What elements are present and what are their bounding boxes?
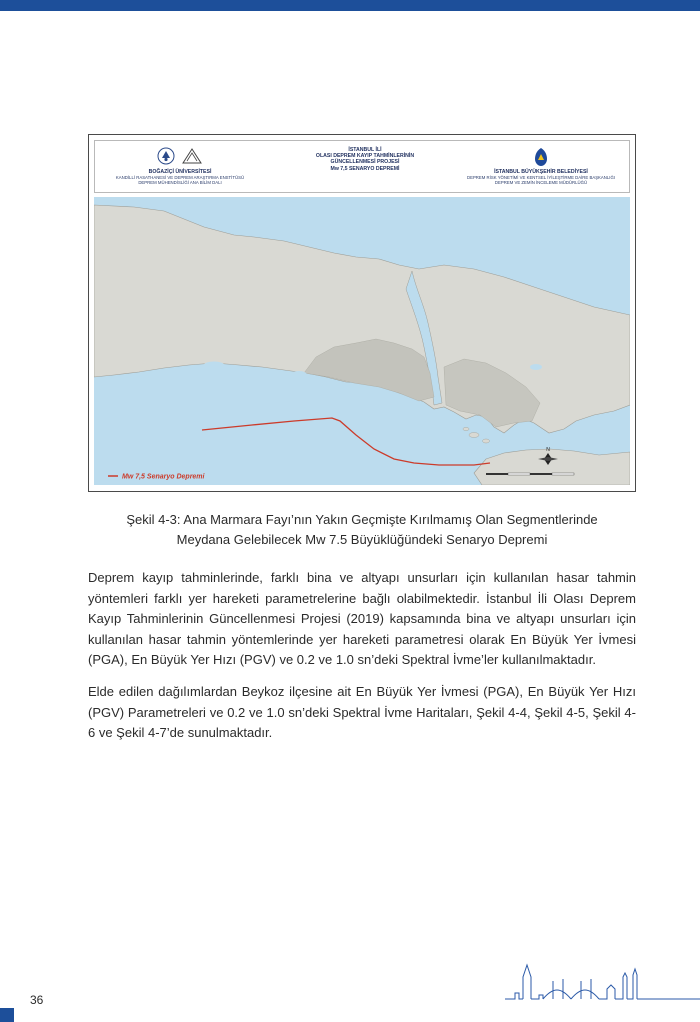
- body-paragraph-2: Elde edilen dağılımlardan Beykoz ilçesine ait En Büyük Yer İvmesi (PGA), En Büyük Yer Hızı (PGV) Parametreleri ve 0.2 ve 1.0 sn’deki Spektral İvme Haritaları, Şekil 4-4, Şekil 4-5, Şekil 4-6 ve Şekil 4-7’de sunulmaktadır.: [88, 684, 636, 740]
- header-right-line-1: İSTANBUL BÜYÜKŞEHİR BELEDİYESİ: [494, 169, 588, 175]
- header-left-line-3: DEPREM MÜHENDİSLİĞİ ANA BİLİM DALI: [138, 180, 222, 186]
- corner-accent: [0, 1008, 14, 1022]
- island-1: [469, 433, 479, 438]
- header-title-line-1: İSTANBUL İLİ: [348, 147, 382, 153]
- scale-bar: [486, 473, 574, 475]
- header-right-institution: [453, 147, 629, 185]
- body-paragraph-1: Deprem kayıp tahminlerinde, farklı bina ve altyapı unsurları için kullanılan hasar tahmin yöntemleri farklı yer hareketi parametrelerine bağlı olabilmektedir. İstanbul İli Olası Deprem Kayıp Tahminlerinin Güncellenmesi Projesi (2019) kapsamında bina ve altyapı unsurları için kullanılan hasar tahmin yöntemlerinde yer hareketi parametresi olarak En Büyük Yer İvmesi (PGA), En Büyük Yer Hızı (PGV) ve 0.2 ve 1.0 sn’deki Spektral İvme’ler kullanılmaktadır.: [88, 570, 636, 667]
- caption-line-2: Meydana Gelebilecek Mw 7.5 Büyüklüğündeki Senaryo Depremi: [176, 532, 548, 547]
- header-title-line-3: GÜNCELLENMESİ PROJESİ: [330, 159, 400, 166]
- header-center-title: [290, 147, 440, 172]
- map-canvas: [94, 197, 630, 485]
- lake-buyukcekmece: [204, 362, 224, 369]
- istanbul-skyline-icon: [505, 963, 700, 1008]
- caption-line-1: Şekil 4-3: Ana Marmara Fayı’nın Yakın Geçmişte Kırılmamış Olan Segmentlerinde: [126, 512, 598, 527]
- kandilli-logo-icon: [181, 147, 203, 165]
- island-3: [463, 427, 469, 430]
- bogazici-logo-icon: [157, 147, 175, 165]
- header-left-line-1: BOĞAZİÇİ ÜNİVERSİTESİ: [148, 169, 212, 175]
- legend-label: Mw 7,5 Senaryo Depremi: [122, 473, 205, 481]
- map-title-block: [94, 140, 630, 193]
- svg-text:N: N: [546, 447, 550, 453]
- lake-omerli: [530, 364, 542, 370]
- header-right-line-2: DEPREM RİSK YÖNETİMİ VE KENTSEL İYİLEŞTİRME DAİRE BAŞKANLIĞI: [466, 175, 616, 181]
- island-2: [483, 439, 490, 443]
- header-right-line-3: DEPREM VE ZEMİN İNCELEME MÜDÜRLÜĞÜ: [494, 180, 588, 186]
- header-title-line-4: Mw 7,5 SENARYO DEPREMİ: [330, 165, 400, 172]
- page-number: 36: [30, 993, 44, 1007]
- istanbul-scenario-map: [94, 197, 630, 485]
- map-figure: [88, 134, 636, 492]
- figure-caption: [88, 510, 636, 550]
- header-title-line-2: OLASI DEPREM KAYIP TAHMİNLERİNİN: [315, 153, 415, 160]
- lake-kucukcekmece: [291, 371, 307, 379]
- map-legend: [108, 474, 206, 481]
- header-left-line-2: KANDİLLİ RASATHANESİ VE DEPREM ARAŞTIRMA ENSTİTÜSÜ: [115, 175, 245, 181]
- ibb-logo-icon: [533, 147, 549, 167]
- top-color-bar: [0, 0, 700, 11]
- header-left-institution: [105, 147, 255, 185]
